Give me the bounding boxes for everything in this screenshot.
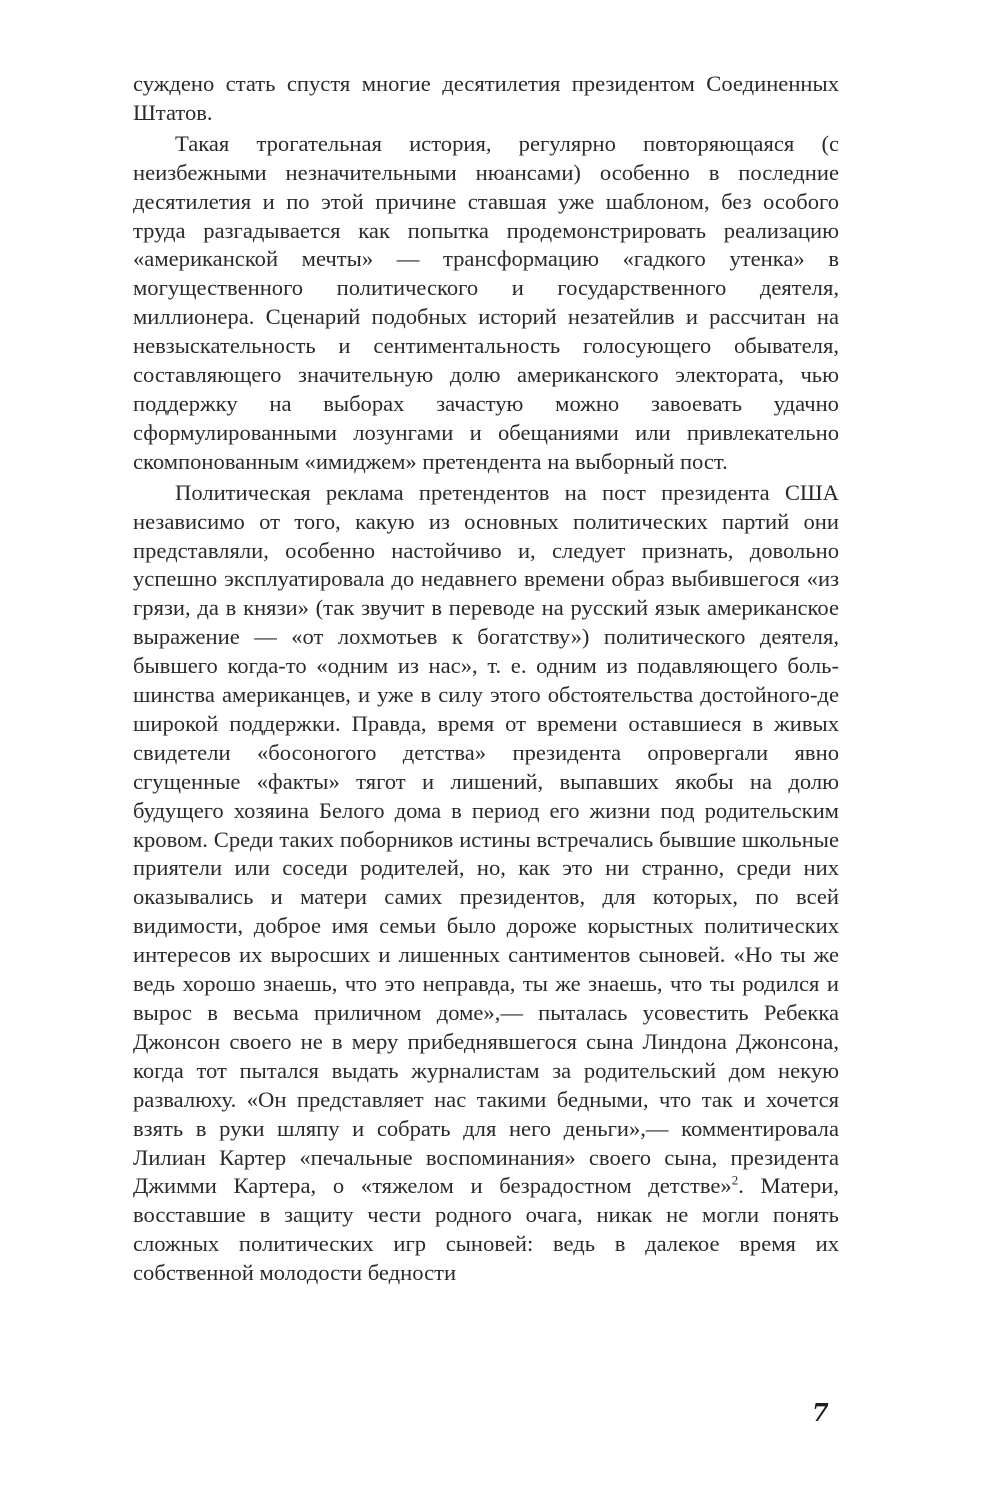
text-line: Такая трогательная история, регулярно повторяющаяся	[175, 130, 822, 156]
text-line: ном, без особого труда разгадывается как попытка продемон	[133, 188, 840, 243]
text-line: выдать журналистам за родительский дом некую развалюху.	[133, 1057, 839, 1112]
text-line: партий они представляли, особенно настойчиво и, следует	[133, 508, 839, 563]
text-line: зидента Джимми Картера, о «тяжелом и безрадостном дет	[133, 1144, 839, 1199]
text-line: прибеднявшегося сына Линдона Джонсона, когда тот пытался	[133, 1028, 839, 1083]
text-line: выпавших якобы на долю будущего хозяина Белого дома	[133, 768, 839, 823]
text-line: достойного-де широкой поддержки. Правда, время от времени	[133, 682, 839, 736]
text-line: в период его жизни под родительским кровом. Среди таких	[133, 797, 839, 852]
paragraph-continued	[133, 70, 839, 128]
footnote-marker: 2	[731, 1172, 739, 1188]
text-line: поборников истины встречались бывшие школьные приятели	[133, 826, 839, 881]
text-line: историй незатейлив и рассчитан на невзыскательность и сенти	[133, 304, 840, 359]
text-line: ведь в далекое время их собственной молодости бедности	[133, 1231, 839, 1286]
text-line: признать, довольно успешно эксплуатировала до недавнего	[133, 537, 839, 592]
text-line: выборах зачастую можно завоевать удачно сформулирован	[133, 390, 839, 445]
text-line: или соседи родителей, но, как это ни странно, среди них оказы	[133, 855, 839, 910]
text-line: ческих интересов их выросших и лишенных сантиментов	[133, 913, 839, 968]
paragraph-american-dream	[133, 130, 839, 477]
text-line: оставшиеся в живых свидетели «босоногого детства» прези	[133, 710, 840, 765]
text-line: никак не могли понять сложных политических игр сыновей:	[133, 1202, 839, 1257]
paragraph-political-advertising	[133, 479, 839, 1288]
text-line: видимости, доброе имя семьи было дороже корыстных полити	[133, 913, 773, 939]
text-line: лохмотьев к богатству») политического деятеля, бывшего	[133, 624, 839, 679]
text-line: шинства американцев, и уже в силу этого обстоятельства	[133, 682, 701, 708]
text-line: ненных Штатов.	[133, 71, 839, 125]
text-line: мацию «гадкого утенка» в могущественного политического	[133, 246, 839, 301]
text-line: США независимо от того, какую из основных политических	[133, 479, 839, 534]
text-line: Политическая реклама претендентов на пост президента	[175, 479, 785, 505]
text-line: Лилиан Картер «печальные воспоминания» своего сына, пре	[133, 1144, 765, 1170]
text-line: в переводе на русский язык американское выражение — «от	[133, 595, 839, 650]
text-line: . Матери, восставшие в защиту чести родного очага,	[133, 1173, 839, 1228]
text-line: ванным «имиджем» претендента на выборный пост.	[224, 448, 728, 474]
text-line: ментальность голосующего обывателя, составляющего значи	[133, 333, 839, 388]
text-line: тельную долю американского электората, чью поддержку на	[133, 362, 839, 416]
text-line: сыновей. «Но ты же ведь хорошо знаешь, что это неправда, ты	[133, 942, 839, 997]
book-page	[133, 70, 839, 1450]
text-line: (с неизбежными незначительными нюансами) особенно в по	[133, 130, 839, 185]
text-line: «Он представляет нас такими бедными, что так и хочется взять	[133, 1086, 839, 1141]
text-line: ме»,— пыталась усовестить Ребекка Джонсон своего не в меру	[133, 1000, 839, 1054]
text-line: и государственного деятеля, миллионера. Сценарий подобных	[133, 275, 839, 330]
page-number: 7	[812, 1398, 829, 1427]
text-line: в руки шляпу и собрать для него деньги»,— комментировала	[195, 1115, 839, 1141]
text-line: когда-то «одним из нас», т. е. одним из подавляющего боль	[227, 653, 839, 679]
text-line: стве»	[679, 1173, 732, 1199]
text-line: же знаешь, что ты родился и вырос в весьма приличном до	[133, 971, 839, 1025]
text-line: времени образ выбившегося «из грязи, да в князи» (так звучит	[133, 566, 839, 621]
text-line: вались и матери самих президентов, для которых, по всей	[189, 884, 839, 910]
text-line: ными лозунгами и обещаниями или привлекательно скомпоно	[133, 419, 839, 474]
text-line: суждено стать спустя многие десятилетия президентом Соеди	[133, 71, 767, 96]
text-line: стрировать реализацию «американской мечты» — трансфор	[133, 217, 839, 272]
text-line: следние десятилетия и по этой причине ставшая уже шабло	[133, 159, 839, 214]
text-line: дента опровергали явно сгущенные «факты» тягот и лишений,	[133, 739, 839, 794]
